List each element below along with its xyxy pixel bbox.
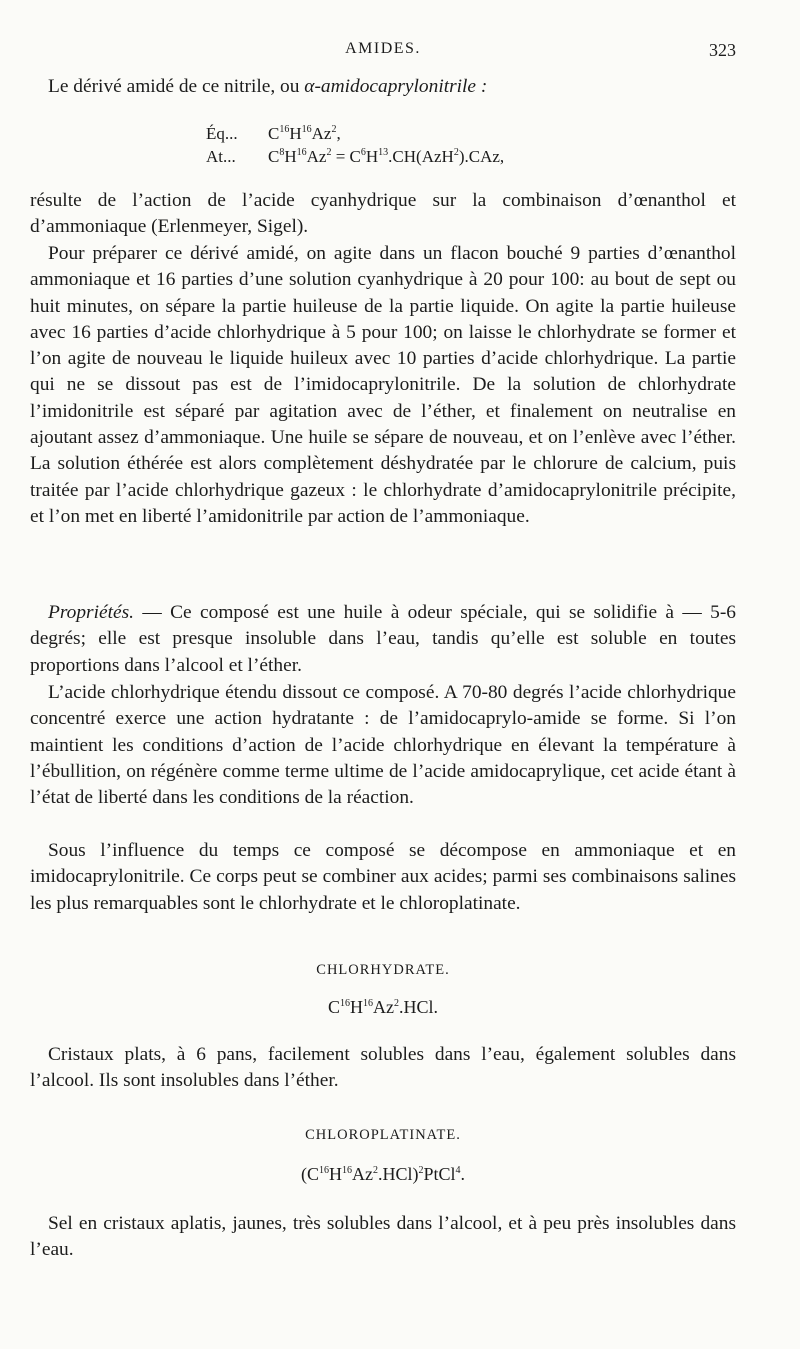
equivalent-formula-row (206, 122, 504, 145)
paragraph-decomposition: Sous l’influence du temps ce composé se décompose en ammoniaque et en imidocaprylonitrile. Ce corps peut se combiner aux acides; parmi ses combinaisons salines les plus remarquables sont le chlorhydrate et le chloroplatinate. (30, 840, 736, 914)
atomic-formula-row (206, 145, 504, 168)
compound-name: α-amidocaprylonitrile : (304, 76, 488, 97)
paragraph-hydrochloric-action: L’acide chlorhydrique étendu dissout ce composé. A 70-80 degrés l’acide chlorhydrique concentré exerce une action hydratante : de l’amidocaprylo-amide se forme. Si l’on maintient les conditions d’action de l’acide chlorhydrique en élevant la température à l’ébullition, on régénère comme terme ultime de l’acide amidocaprylique, cet acide étant à l’état de liberté dans les conditions de la réaction. (30, 682, 736, 809)
chloroplatinate-formula: $(C^{16}H^{16}Az^2.HCl)^2PtCl^4$. (300, 1164, 466, 1184)
paragraph-preparation: Pour préparer ce dérivé amidé, on agite dans un flacon bouché 9 parties d’œnanthol ammoniaque et 16 parties d’une solution cyanhydrique à 20 pour 100: au bout de sept ou huit minutes, on sépare la partie huileuse de la partie liquide. On agite la partie huileuse avec 16 parties d’acide chlorhydrique à 5 pour 100; on laisse le chlorhydrate se former et l’on agite de nouveau le liquide huileux avec 10 parties d’acide chlorhydrique. La partie qui ne se dissout pas est de l’imidocaprylonitrile. De la solution de chlorhydrate l’imidonitrile est séparé par agitation avec de l’éther, et finalement on neutralise en ajoutant assez d’ammoniaque. Une huile se sépare de nouveau, et on l’enlève avec l’éther. La solution éthérée est alors complètement déshydratée par le chlorure de calcium, puis traitée par l’acide chlorhydrique gazeux : le chlorhydrate d’amidocaprylonitrile précipite, et l’on met en liberté l’amidonitrile par action de l’ammoniaque. (30, 243, 736, 527)
equivalent-label: Éq... (206, 124, 238, 143)
properties-text: — Ce composé est une huile à odeur spéciale, qui se solidifie à — 5-6 degrés; elle est presque insoluble dans l’eau, tandis qu’elle est soluble en toutes proportions dans l’alcool et l’éther. (30, 602, 736, 676)
atomic-label: At... (206, 147, 236, 166)
paragraph-chloroplatinate: Sel en cristaux aplatis, jaunes, très solubles dans l’alcool, et à peu près insolubles dans l’eau. (30, 1213, 736, 1261)
paragraph-chlorhydrate: Cristaux plats, à 6 pans, facilement solubles dans l’eau, également solubles dans l’alcool. Ils sont insolubles dans l’éther. (30, 1044, 736, 1092)
running-title: AMIDES. (345, 40, 421, 57)
section-title-chlorhydrate: CHLORHYDRATE. (316, 962, 450, 978)
paragraph-properties (30, 600, 736, 679)
intro-text: Le dérivé amidé de ce nitrile, ou (48, 76, 305, 97)
formula-block (206, 122, 504, 168)
page-number: 323 (709, 40, 736, 60)
page-header (30, 40, 736, 64)
intro-line (30, 74, 736, 100)
equivalent-formula: $C^{16}H^{16}Az^2$, (268, 124, 341, 143)
properties-label: Propriétés. (48, 602, 134, 623)
atomic-formula: $C^8H^{16}Az^2 = C^6H^{13}.CH(AzH^2).CAz$, (268, 147, 505, 166)
paragraph-origin: résulte de l’action de l’acide cyanhydrique sur la combinaison d’œnanthol et d’ammoniaque (Erlenmeyer, Sigel). (30, 190, 736, 238)
section-title-chloroplatinate: CHLOROPLATINATE. (305, 1127, 461, 1143)
chlorhydrate-formula: $C^{16}H^{16}Az^2.HCl$. (327, 997, 439, 1017)
